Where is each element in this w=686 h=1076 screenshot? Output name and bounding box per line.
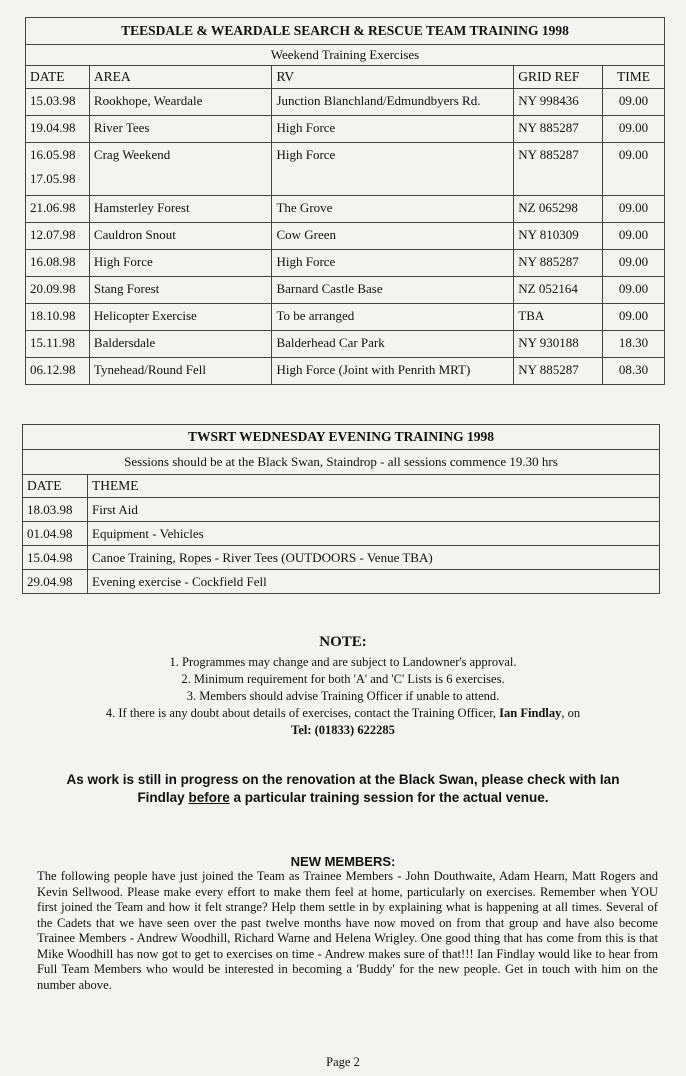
table-row — [23, 570, 660, 594]
new-members-heading: NEW MEMBERS: — [290, 854, 396, 869]
table-row — [23, 522, 660, 546]
rv-cell: High Force — [272, 250, 514, 277]
table-row — [26, 116, 665, 143]
date-cell: 20.09.98 — [26, 277, 90, 304]
wednesday-table-subtitle: Sessions should be at the Black Swan, Staindrop - all sessions commence 19.30 hrs — [23, 450, 660, 475]
time-cell: 09.00 — [603, 143, 665, 196]
note-item: 1. Programmes may change and are subject to Landowner's approval. — [169, 655, 517, 669]
area-cell: Rookhope, Weardale — [89, 89, 272, 116]
table-row — [26, 196, 665, 223]
grid-ref-cell: NY 885287 — [514, 358, 603, 385]
note-item — [0, 705, 686, 722]
area-cell: High Force — [89, 250, 272, 277]
date-cell: 19.04.98 — [26, 116, 90, 143]
weekend-training-table — [25, 17, 665, 385]
grid-ref-cell: NY 885287 — [514, 250, 603, 277]
date-cell — [26, 143, 90, 196]
warning-text: As work is still in progress on the renovation at the Black Swan, please check with Ian Findlay — [66, 772, 620, 805]
note-item: 3. Members should advise Training Officer if unable to attend. — [186, 689, 500, 703]
time-cell: 09.00 — [603, 89, 665, 116]
time-cell: 09.00 — [603, 250, 665, 277]
area-cell: Hamsterley Forest — [89, 196, 272, 223]
table-row — [26, 223, 665, 250]
rv-cell: High Force — [272, 116, 514, 143]
area-cell: River Tees — [89, 116, 272, 143]
date-cell: 29.04.98 — [23, 570, 88, 594]
grid-ref-cell: NY 930188 — [514, 331, 603, 358]
date-end: 17.05.98 — [30, 171, 76, 186]
date-cell: 12.07.98 — [26, 223, 90, 250]
area-cell: Baldersdale — [89, 331, 272, 358]
wednesday-training-table — [22, 424, 660, 594]
table-row — [26, 331, 665, 358]
rv-cell: Junction Blanchland/Edmundbyers Rd. — [272, 89, 514, 116]
date-start: 16.05.98 — [30, 147, 76, 162]
theme-cell: Canoe Training, Ropes - River Tees (OUTDOORS - Venue TBA) — [88, 546, 660, 570]
grid-ref-cell: NY 885287 — [514, 116, 603, 143]
date-cell: 16.08.98 — [26, 250, 90, 277]
table-row — [26, 250, 665, 277]
rv-cell: To be arranged — [272, 304, 514, 331]
weekend-table-subtitle: Weekend Training Exercises — [26, 45, 665, 66]
table-row — [26, 304, 665, 331]
table-row — [26, 277, 665, 304]
table-row — [26, 89, 665, 116]
date-cell: 15.04.98 — [23, 546, 88, 570]
column-header-grid-ref: GRID REF — [514, 66, 603, 89]
table-row — [23, 498, 660, 522]
note-item-text: , on — [561, 706, 581, 720]
column-header-theme: THEME — [88, 475, 660, 498]
date-cell: 15.11.98 — [26, 331, 90, 358]
grid-ref-cell: NZ 052164 — [514, 277, 603, 304]
telephone-number: Tel: (01833) 622285 — [291, 723, 395, 737]
wednesday-table-title: TWSRT WEDNESDAY EVENING TRAINING 1998 — [23, 425, 660, 450]
warning-text: a particular training session for the actual venue. — [229, 790, 549, 805]
new-members-paragraph: The following people have just joined the Team as Trainee Members - John Douthwaite, Adam Hearn, Matt Rogers and Kevin Sellwood. Please make every effort to make them feel at home, particularly on exercises. Remember when YOU first joined the Team and how it felt strange? Help them settle in by explaining what is happening at all times. Several of the Cadets that we have seen over the past twelve months have now moved on from that group and have also become Trainee Members - Andrew Woodhill, Richard Warne and Helena Wrigley. One good thing that has come from this is that Mike Woodhill has now got to get to exercises on time - Andrew makes sure of that!!! Ian Findlay would like to hear from Full Team Members who would be interested in becoming a 'Buddy' for the new people. Get in touch with him on the number above. — [37, 869, 658, 992]
rv-cell: Balderhead Car Park — [272, 331, 514, 358]
grid-ref-cell: NY 810309 — [514, 223, 603, 250]
venue-warning — [60, 771, 626, 807]
note-heading: NOTE: — [319, 634, 367, 650]
time-cell: 09.00 — [603, 223, 665, 250]
table-row — [26, 143, 665, 196]
note-item: 2. Minimum requirement for both 'A' and 'C' Lists is 6 exercises. — [181, 672, 505, 686]
time-cell: 09.00 — [603, 196, 665, 223]
theme-cell: Evening exercise - Cockfield Fell — [88, 570, 660, 594]
time-cell: 09.00 — [603, 277, 665, 304]
rv-cell: High Force (Joint with Penrith MRT) — [272, 358, 514, 385]
date-cell: 18.10.98 — [26, 304, 90, 331]
column-header-date: DATE — [26, 66, 90, 89]
training-officer-name: Ian Findlay — [499, 706, 562, 720]
date-cell: 21.06.98 — [26, 196, 90, 223]
area-cell: Helicopter Exercise — [89, 304, 272, 331]
page-number: Page 2 — [326, 1055, 360, 1069]
date-cell: 01.04.98 — [23, 522, 88, 546]
date-cell: 18.03.98 — [23, 498, 88, 522]
rv-cell: The Grove — [272, 196, 514, 223]
time-cell: 08.30 — [603, 358, 665, 385]
grid-ref-cell: TBA — [514, 304, 603, 331]
rv-cell: Cow Green — [272, 223, 514, 250]
grid-ref-cell: NY 998436 — [514, 89, 603, 116]
grid-ref-cell: NZ 065298 — [514, 196, 603, 223]
column-header-time: TIME — [603, 66, 665, 89]
grid-ref-cell: NY 885287 — [514, 143, 603, 196]
column-header-rv: RV — [272, 66, 514, 89]
note-item-text: 4. If there is any doubt about details of exercises, contact the Training Officer, — [105, 706, 500, 720]
date-cell: 15.03.98 — [26, 89, 90, 116]
rv-cell: Barnard Castle Base — [272, 277, 514, 304]
area-cell: Crag Weekend — [89, 143, 272, 196]
column-header-area: AREA — [89, 66, 272, 89]
area-cell: Stang Forest — [89, 277, 272, 304]
table-row — [26, 358, 665, 385]
date-cell: 06.12.98 — [26, 358, 90, 385]
column-header-date: DATE — [23, 475, 88, 498]
time-cell: 09.00 — [603, 304, 665, 331]
theme-cell: First Aid — [88, 498, 660, 522]
rv-cell: High Force — [272, 143, 514, 196]
time-cell: 18.30 — [603, 331, 665, 358]
note-list — [0, 654, 686, 739]
area-cell: Cauldron Snout — [89, 223, 272, 250]
area-cell: Tynehead/Round Fell — [89, 358, 272, 385]
table-row — [23, 546, 660, 570]
weekend-table-title: TEESDALE & WEARDALE SEARCH & RESCUE TEAM TRAINING 1998 — [26, 18, 665, 45]
time-cell: 09.00 — [603, 116, 665, 143]
theme-cell: Equipment - Vehicles — [88, 522, 660, 546]
warning-emphasis: before — [188, 790, 230, 805]
